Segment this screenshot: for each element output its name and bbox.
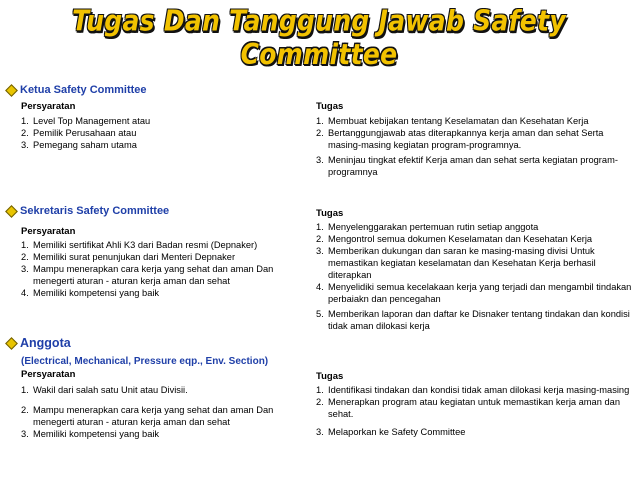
list-item: 3. Pemegang saham utama — [21, 140, 137, 150]
requirements-list — [21, 239, 291, 299]
list-item: 2. Mengontrol semua dokumen Keselamatan dan Kesehatan Kerja — [316, 234, 593, 244]
requirements-label: Persyaratan — [21, 226, 76, 237]
tasks-label: Tugas — [316, 371, 344, 382]
requirements-list — [21, 115, 291, 151]
list-item: 1. Identifikasi tindakan dan kondisi tidak aman dilokasi kerja masing-masing — [316, 385, 630, 395]
requirements-label: Persyaratan — [21, 101, 76, 112]
section-heading-text: Ketua Safety Committee — [20, 84, 147, 96]
requirements-list — [21, 384, 291, 440]
list-item: 2. Mampu menerapkan cara kerja yang sehat dan aman Dan menegerti aturan - aturan kerja aman dan sehat — [21, 405, 274, 427]
list-item: 2. Memiliki surat penunjukan dari Menteri Depnaker — [21, 252, 236, 262]
diamond-bullet-icon — [6, 85, 16, 95]
list-item: 1. Menyelenggarakan pertemuan rutin setiap anggota — [316, 222, 539, 232]
section-heading-text: Anggota — [20, 336, 71, 350]
list-item: 4. Memiliki kompetensi yang baik — [21, 288, 160, 298]
diamond-bullet-icon — [6, 206, 16, 216]
list-item: 3. Melaporkan ke Safety Committee — [316, 427, 466, 437]
list-item: 4. Menyelidiki semua kecelakaan kerja yang terjadi dan mengambil tindakan perbaiakn dan pencegahan — [316, 282, 632, 304]
tasks-label: Tugas — [316, 208, 344, 219]
list-item: 1. Wakil dari salah satu Unit atau Divisii. — [21, 385, 188, 395]
diamond-bullet-icon — [6, 338, 16, 348]
tasks-list — [316, 115, 634, 178]
section-heading-anggota — [6, 336, 71, 350]
section-heading-text: Sekretaris Safety Committee — [20, 205, 170, 217]
tasks-list — [316, 221, 634, 332]
list-item: 5. Memberikan laporan dan daftar ke Disnaker tentang tindakan dan kondisi tidak aman dilokasi kerja — [316, 309, 630, 331]
list-item: 3. Memberikan dukungan dan saran ke masing-masing divisi Untuk memastikan kegiatan keselamatan dan Kesehatan Kerja berhasil diterapkan — [316, 246, 596, 280]
section-subheading: (Electrical, Mechanical, Pressure eqp., Env. Section) — [21, 356, 269, 367]
requirements-label: Persyaratan — [21, 369, 76, 380]
list-item: 1. Level Top Management atau — [21, 116, 151, 126]
list-item: 2. Bertanggungjawab atas diterapkannya kerja aman dan sehat Serta masing-masing kegiatan program-programnya. — [316, 128, 604, 150]
section-heading-sekretaris — [6, 205, 169, 217]
list-item: 3. Memiliki kompetensi yang baik — [21, 429, 160, 439]
list-item: 1. Membuat kebijakan tentang Keselamatan dan Kesehatan Kerja — [316, 116, 589, 126]
tasks-label: Tugas — [316, 101, 344, 112]
list-item: 1. Memiliki sertifikat Ahli K3 dari Badan resmi (Depnaker) — [21, 240, 258, 250]
list-item: 3. Mampu menerapkan cara kerja yang sehat dan aman Dan menegerti aturan - aturan kerja aman dan sehat — [21, 264, 274, 286]
page-title: Tugas Dan Tanggung Jawab Safety Committee — [72, 4, 566, 71]
list-item: 2. Menerapkan program atau kegiatan untuk memastikan kerja aman dan sehat. — [316, 397, 620, 419]
list-item: 3. Meninjau tingkat efektif Kerja aman dan sehat serta kegiatan program-programnya — [316, 155, 618, 177]
section-heading-ketua — [6, 84, 147, 96]
list-item: 2. Pemilik Perusahaan atau — [21, 128, 137, 138]
tasks-list — [316, 384, 634, 438]
